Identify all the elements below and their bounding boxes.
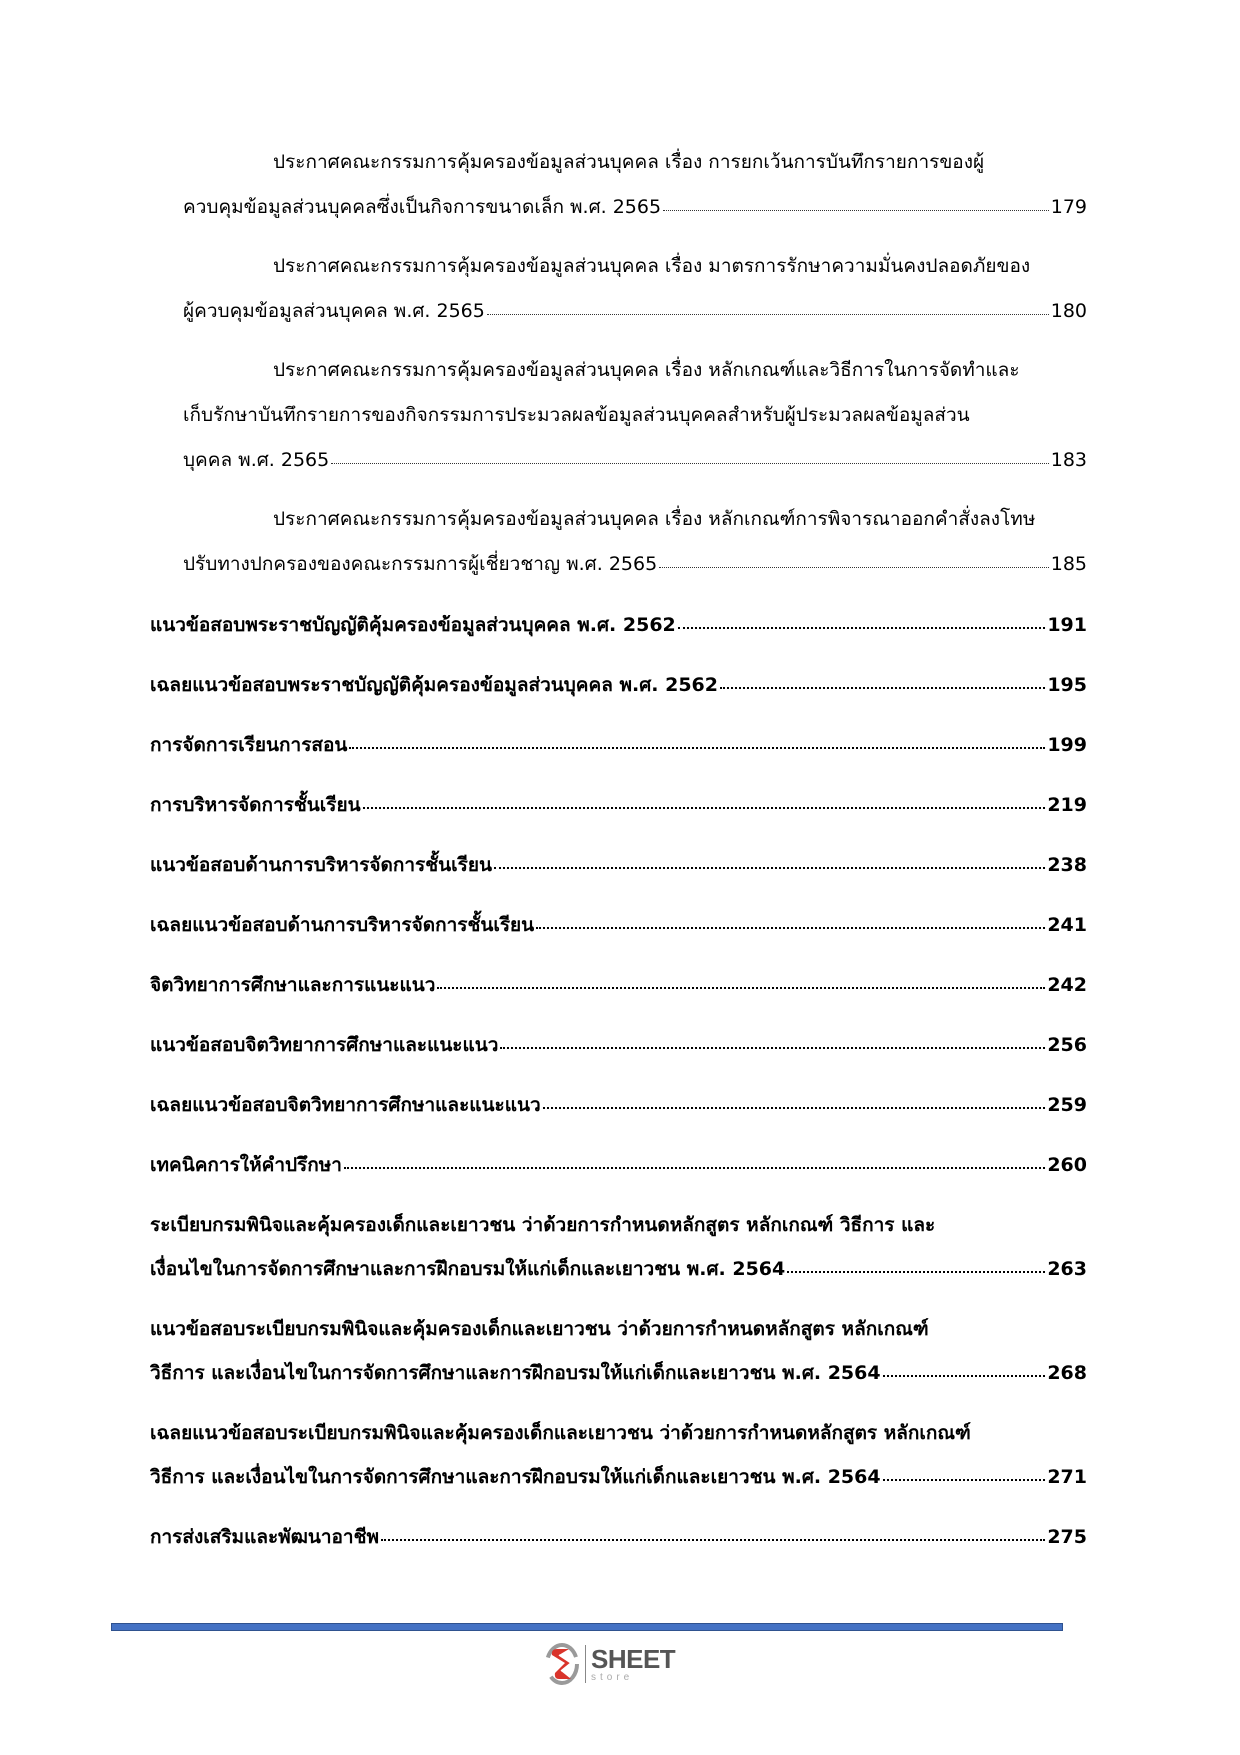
toc-entry-text: การจัดการเรียนการสอน [150,734,348,756]
toc-entry-text: ประกาศคณะกรรมการคุ้มครองข้อมูลส่วนบุคคล เรื่อง หลักเกณฑ์การพิจารณาออกคำสั่งลงโทษ [273,508,1036,530]
dot-leader [883,1375,1046,1377]
dot-leader [344,1167,1045,1169]
toc-page-number: 199 [1047,734,1087,756]
toc-sub-entry[interactable] [150,140,1087,230]
toc-main-entry[interactable] [150,843,1087,887]
dot-leader [500,1047,1045,1049]
toc-main-entry[interactable] [150,1083,1087,1127]
dot-leader [536,927,1045,929]
toc-entry-text: บุคคล พ.ศ. 2565 [183,449,330,471]
toc-entry-text: เฉลยแนวข้อสอบด้านการบริหารจัดการชั้นเรียน [150,914,535,936]
toc-sub-entry[interactable] [150,244,1087,334]
toc-main-entry[interactable] [150,603,1087,647]
toc-entry-text: เงื่อนไขในการจัดการศึกษาและการฝึกอบรมให้แก่เด็กและเยาวชน พ.ศ. 2564 [150,1258,786,1280]
toc-entry-text: แนวข้อสอบจิตวิทยาการศึกษาและแนะแนว [150,1034,499,1056]
toc-entry-text: จิตวิทยาการศึกษาและการแนะแนว [150,974,436,996]
dot-leader [494,867,1045,869]
dot-leader [363,807,1046,809]
toc-main-entry[interactable] [150,903,1087,947]
toc-sub-entry[interactable] [150,348,1087,483]
toc-main-entry[interactable] [150,963,1087,1007]
toc-page-number: 219 [1047,794,1087,816]
toc-page-number: 183 [1050,449,1087,471]
toc-entry-text: แนวข้อสอบระเบียบกรมพินิจและคุ้มครองเด็กและเยาวชน ว่าด้วยการกำหนดหลักสูตร หลักเกณฑ์ [150,1318,929,1340]
toc-page-number: 195 [1047,674,1087,696]
toc-entry-text: ประกาศคณะกรรมการคุ้มครองข้อมูลส่วนบุคคล เรื่อง มาตรการรักษาความมั่นคงปลอดภัยของ [273,255,1031,277]
dot-leader [349,747,1045,749]
toc-main-entry[interactable] [150,1023,1087,1067]
toc-entry-text: ปรับทางปกครองของคณะกรรมการผู้เชี่ยวชาญ พ.ศ. 2565 [183,553,658,575]
toc-entry-text: ควบคุมข้อมูลส่วนบุคคลซึ่งเป็นกิจการขนาดเล็ก พ.ศ. 2565 [183,196,662,218]
toc-main-entry[interactable] [150,1143,1087,1187]
footer-divider-bar [111,1623,1063,1631]
toc-entry-text: ประกาศคณะกรรมการคุ้มครองข้อมูลส่วนบุคคล เรื่อง การยกเว้นการบันทึกรายการของผู้ [273,151,985,173]
dot-leader [331,463,1049,464]
toc-page-number: 268 [1047,1362,1087,1384]
toc-entry-text: เฉลยแนวข้อสอบระเบียบกรมพินิจและคุ้มครองเด็กและเยาวชน ว่าด้วยการกำหนดหลักสูตร หลักเกณฑ์ [150,1422,971,1444]
dot-leader [787,1271,1045,1273]
toc-main-entry[interactable] [150,1307,1087,1395]
toc-page-number: 238 [1047,854,1087,876]
toc-main-entry[interactable] [150,1515,1087,1559]
sheet-store-s-logo-icon [545,1643,579,1685]
toc-entry-text: วิธีการ และเงื่อนไขในการจัดการศึกษาและการฝึกอบรมให้แก่เด็กและเยาวชน พ.ศ. 2564 [150,1362,881,1384]
logo-divider [585,1645,586,1683]
logo-brand-text: SHEET [591,1643,676,1674]
toc-entry-text: เทคนิคการให้คำปรึกษา [150,1154,342,1176]
toc-entry-text: เฉลยแนวข้อสอบจิตวิทยาการศึกษาและแนะแนว [150,1094,541,1116]
toc-page-number: 256 [1047,1034,1087,1056]
table-of-contents [150,140,1087,1559]
dot-leader [543,1107,1046,1109]
toc-main-entry[interactable] [150,783,1087,827]
toc-page-number: 180 [1050,300,1087,322]
dot-leader [720,687,1045,689]
toc-entry-text: ประกาศคณะกรรมการคุ้มครองข้อมูลส่วนบุคคล เรื่อง หลักเกณฑ์และวิธีการในการจัดทำและ [273,359,1020,381]
toc-entry-text: ระเบียบกรมพินิจและคุ้มครองเด็กและเยาวชน ว่าด้วยการกำหนดหลักสูตร หลักเกณฑ์ วิธีการ และ [150,1214,936,1236]
toc-entry-text: วิธีการ และเงื่อนไขในการจัดการศึกษาและการฝึกอบรมให้แก่เด็กและเยาวชน พ.ศ. 2564 [150,1466,881,1488]
toc-entry-text: แนวข้อสอบด้านการบริหารจัดการชั้นเรียน [150,854,492,876]
toc-page-number: 263 [1047,1258,1087,1280]
dot-leader [381,1539,1045,1541]
dot-leader [663,210,1049,211]
toc-page-number: 242 [1047,974,1087,996]
toc-entry-text: การบริหารจัดการชั้นเรียน [150,794,361,816]
toc-entry-text: ผู้ควบคุมข้อมูลส่วนบุคคล พ.ศ. 2565 [183,300,485,322]
logo-sub-text: store [591,1671,634,1683]
toc-main-entry[interactable] [150,663,1087,707]
dot-leader [659,567,1049,568]
dot-leader [437,987,1045,989]
toc-entry-text: เก็บรักษาบันทึกรายการของกิจกรรมการประมวลผลข้อมูลส่วนบุคคลสำหรับผู้ประมวลผลข้อมูลส่วน [183,404,970,426]
toc-entry-text: เฉลยแนวข้อสอบพระราชบัญญัติคุ้มครองข้อมูลส่วนบุคคล พ.ศ. 2562 [150,674,718,696]
toc-page-number: 271 [1047,1466,1087,1488]
toc-entry-text: การส่งเสริมและพัฒนาอาชีพ [150,1526,380,1548]
toc-sub-entry[interactable] [150,497,1087,587]
toc-entry-text: แนวข้อสอบพระราชบัญญัติคุ้มครองข้อมูลส่วนบุคคล พ.ศ. 2562 [150,614,676,636]
toc-main-entry[interactable] [150,723,1087,767]
toc-page-number: 275 [1047,1526,1087,1548]
toc-main-entry[interactable] [150,1203,1087,1291]
dot-leader [678,627,1046,629]
toc-page-number: 241 [1047,914,1087,936]
toc-main-entry[interactable] [150,1411,1087,1499]
toc-page-number: 179 [1050,196,1087,218]
toc-page-number: 191 [1047,614,1087,636]
toc-page-number: 259 [1047,1094,1087,1116]
sheet-store-logo [545,1641,675,1687]
dot-leader [883,1479,1046,1481]
toc-page-number: 185 [1050,553,1087,575]
toc-page-number: 260 [1047,1154,1087,1176]
dot-leader [487,314,1049,315]
